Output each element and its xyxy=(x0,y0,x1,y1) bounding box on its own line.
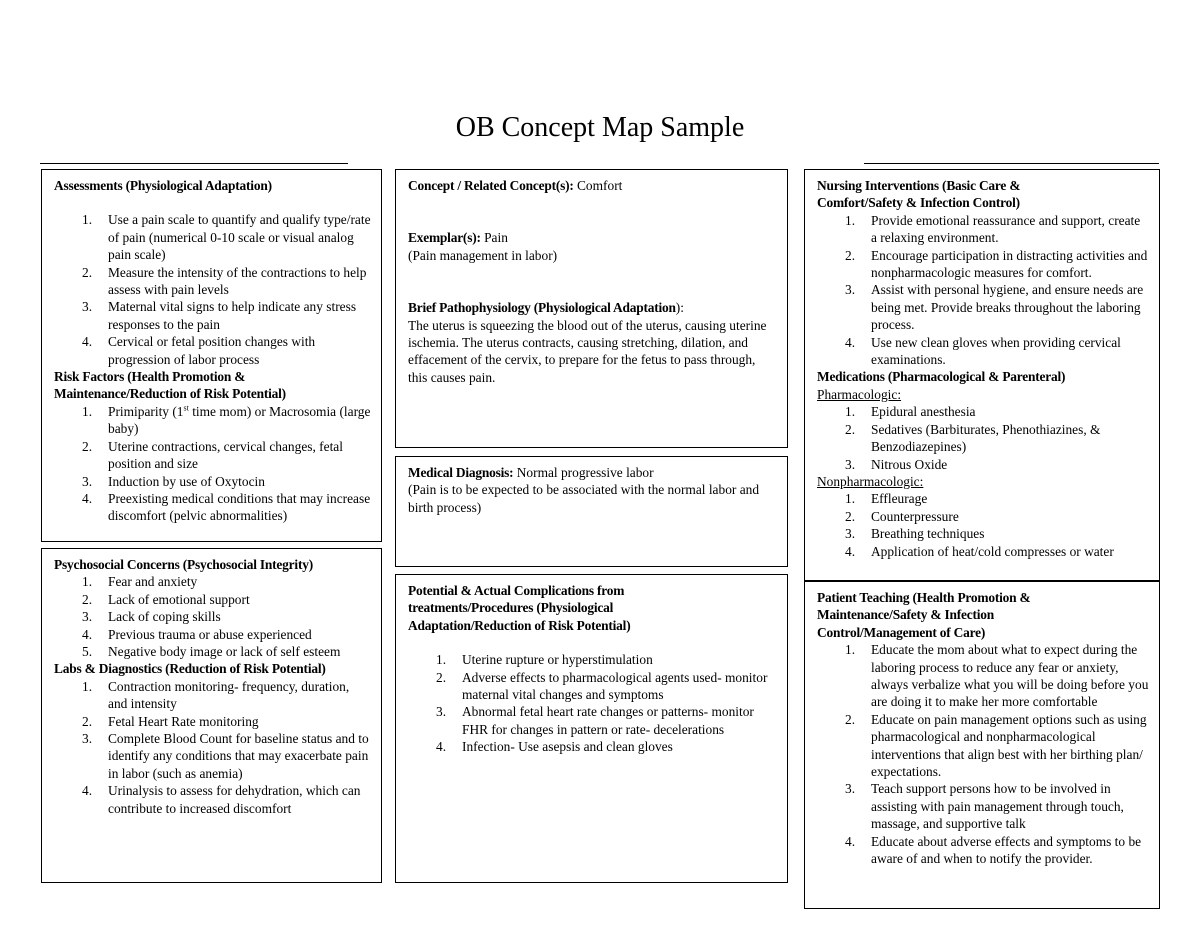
labs-list xyxy=(54,678,371,817)
list-item: 1. Effleurage xyxy=(845,491,928,507)
list-item: 4. Use new clean gloves when providing cervical examinations. xyxy=(845,334,1121,368)
list-item: 3. Nitrous Oxide xyxy=(845,456,948,472)
right-divider xyxy=(864,163,1159,164)
exemplar-line: Exemplar(s): Pain xyxy=(408,230,508,246)
exemplar-note: (Pain management in labor) xyxy=(408,247,558,263)
pharmacologic-list xyxy=(817,403,1149,473)
list-item: 4. Cervical or fetal position changes with progression of labor process xyxy=(82,334,316,367)
list-item: 2. Fetal Heart Rate monitoring xyxy=(82,713,259,729)
list-item: 3. Breathing techniques xyxy=(845,526,985,542)
list-item: 2. Lack of emotional support xyxy=(82,591,250,607)
psychosocial-list xyxy=(54,573,371,660)
teaching-box xyxy=(804,581,1160,909)
assessments-box xyxy=(41,169,382,542)
list-item: 1. Contraction monitoring- frequency, duration, and intensity xyxy=(82,678,350,712)
list-item: 4. Infection- Use asepsis and clean gloves xyxy=(436,739,673,755)
list-item: 2. Uterine contractions, cervical changes, fetal position and size xyxy=(82,438,343,472)
list-item: 1. Use a pain scale to quantify and qualify type/rate of pain (numerical 0-10 scale or visual analog pain scale) xyxy=(82,212,371,263)
teaching-heading: Patient Teaching (Health Promotion & Maintenance/Safety & Infection Control/Management of Care) xyxy=(817,590,1031,640)
risk-factors-list xyxy=(54,403,371,525)
psychosocial-heading: Psychosocial Concerns (Psychosocial Integrity) xyxy=(54,557,313,572)
list-item: 1. Fear and anxiety xyxy=(82,574,198,590)
list-item: 4. Previous trauma or abuse experienced xyxy=(82,626,312,642)
labs-heading: Labs & Diagnostics (Reduction of Risk Potential) xyxy=(54,661,326,677)
diagnosis-box xyxy=(395,456,788,567)
medications-heading: Medications (Pharmacological & Parenteral) xyxy=(817,369,1066,385)
pathophysiology-text: The uterus is squeezing the blood out of the uterus, causing uterine ischemia. The uterus contracts, causing stretching, dilation, and effacement of the cervix, to prepare for the fetus to pass through, this causes pain. xyxy=(408,317,767,385)
list-item: 2. Counterpressure xyxy=(845,508,959,524)
pathophysiology-heading: Brief Pathophysiology (Physiological Adaptation): xyxy=(408,300,684,316)
list-item: 2. Encourage participation in distracting activities and nonpharmacologic measures for comfort. xyxy=(845,247,1148,281)
diagnosis-note: (Pain is to be expected to be associated with the normal labor and birth process) xyxy=(408,482,760,515)
risk-factors-heading: Risk Factors (Health Promotion & Maintenance/Reduction of Risk Potential) xyxy=(54,369,286,402)
list-item: 2. Educate on pain management options such as using pharmacological and nonpharmacological interventions that align best with her birthing plan/ expectations. xyxy=(845,711,1147,780)
list-item: 3. Abnormal fetal heart rate changes or patterns- monitor FHR for changes in pattern or rate- decelerations xyxy=(436,704,754,737)
list-item: 3. Maternal vital signs to help indicate any stress responses to the pain xyxy=(82,299,357,332)
complications-heading: Potential & Actual Complications from treatments/Procedures (Physiological Adaptation/Reduction of Risk Potential) xyxy=(408,583,631,633)
nonpharmacologic-list xyxy=(817,490,1149,560)
assessments-list xyxy=(54,211,371,368)
list-item: 4. Urinalysis to assess for dehydration, which can contribute to increased discomfort xyxy=(82,783,361,816)
complications-list xyxy=(408,651,777,755)
psychosocial-box xyxy=(41,548,382,883)
nursing-heading: Nursing Interventions (Basic Care & Comfort/Safety & Infection Control) xyxy=(817,178,1021,211)
pharmacologic-label: Pharmacologic: xyxy=(817,386,902,402)
list-item: 5. Negative body image or lack of self esteem xyxy=(82,644,341,660)
list-item: 2. Adverse effects to pharmacological agents used- monitor maternal vital changes and symptoms xyxy=(436,669,768,703)
concept-line: Concept / Related Concept(s): Comfort xyxy=(408,178,623,193)
assessments-heading: Assessments (Physiological Adaptation) xyxy=(54,178,272,193)
diagnosis-line: Medical Diagnosis: Normal progressive labor xyxy=(408,465,654,480)
teaching-list xyxy=(817,641,1149,867)
list-item: 3. Complete Blood Count for baseline status and to identify any conditions that may exacerbate pain in labor (such as anemia) xyxy=(82,731,369,781)
list-item: 3. Assist with personal hygiene, and ensure needs are being met. Provide breaks throughout the laboring process. xyxy=(845,282,1144,333)
list-item: 3. Induction by use of Oxytocin xyxy=(82,473,265,489)
complications-box xyxy=(395,574,788,883)
nursing-box xyxy=(804,169,1160,581)
concept-box xyxy=(395,169,788,448)
nursing-list xyxy=(817,212,1149,369)
list-item: 1. Primiparity (1st time mom) or Macrosomia (large baby) xyxy=(82,403,371,437)
list-item: 1. Provide emotional reassurance and support, create a relaxing environment. xyxy=(845,212,1141,246)
list-item: 1. Educate the mom about what to expect during the laboring process to reduce any fear or anxiety, always verbalize what you will be doing before you are doing it to make her more comfortable xyxy=(845,642,1149,710)
list-item: 1. Epidural anesthesia xyxy=(845,404,976,420)
page-title: OB Concept Map Sample xyxy=(455,112,745,143)
list-item: 2. Measure the intensity of the contractions to help assess with pain levels xyxy=(82,264,367,298)
list-item: 3. Lack of coping skills xyxy=(82,609,221,625)
list-item: 4. Preexisting medical conditions that may increase discomfort (pelvic abnormalities) xyxy=(82,490,371,524)
list-item: 1. Uterine rupture or hyperstimulation xyxy=(436,652,653,668)
list-item: 4. Application of heat/cold compresses or water xyxy=(845,543,1114,559)
list-item: 2. Sedatives (Barbiturates, Phenothiazines, & Benzodiazepines) xyxy=(845,421,1101,455)
left-divider xyxy=(40,163,348,164)
list-item: 4. Educate about adverse effects and symptoms to be aware of and when to notify the provider. xyxy=(845,833,1142,867)
nonpharmacologic-label: Nonpharmacologic: xyxy=(817,473,924,489)
list-item: 3. Teach support persons how to be involved in assisting with pain management through touch, massage, and supportive talk xyxy=(845,781,1124,832)
